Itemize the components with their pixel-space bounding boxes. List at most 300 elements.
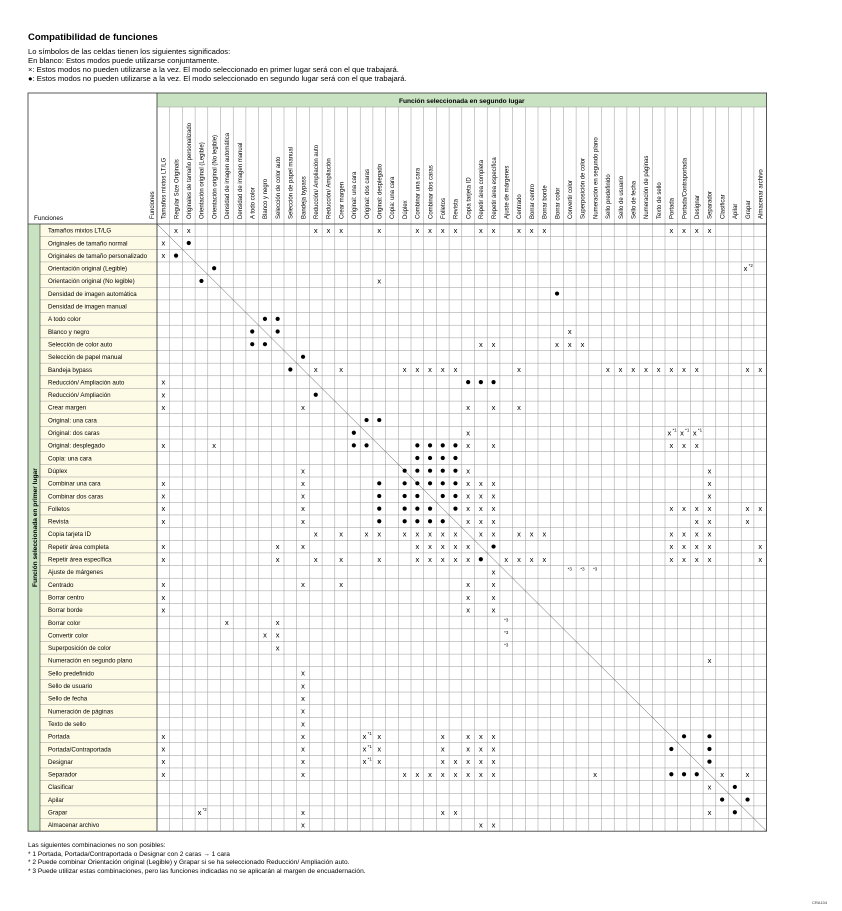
cell-x: x bbox=[491, 516, 496, 526]
cell-x: x bbox=[339, 580, 344, 590]
cell-note: *1 bbox=[367, 731, 372, 737]
cell-dot bbox=[377, 507, 381, 511]
cell-x: x bbox=[682, 504, 686, 514]
column-header: Borrar color bbox=[555, 187, 562, 219]
column-header: Orientación original (Legible) bbox=[199, 142, 206, 219]
cell-x: x bbox=[682, 440, 686, 450]
cell-x: x bbox=[440, 529, 445, 539]
row-label: Crear margen bbox=[48, 404, 87, 412]
cell-x: x bbox=[466, 466, 471, 476]
row-label: Densidad de imagen automática bbox=[48, 290, 137, 298]
cell-x: x bbox=[301, 719, 305, 729]
cell-x: x bbox=[161, 238, 166, 248]
column-header: Centrado bbox=[517, 194, 524, 219]
cell-x: x bbox=[275, 618, 280, 628]
cell-x: x bbox=[339, 365, 344, 375]
cell-dot bbox=[428, 456, 432, 460]
cell-note: *1 bbox=[367, 756, 372, 762]
row-label: Original: dos caras bbox=[48, 430, 100, 438]
cell-x: x bbox=[313, 529, 318, 539]
cell-x: x bbox=[758, 554, 763, 564]
cell-x: x bbox=[669, 504, 674, 514]
row-label: Almacenar archivo bbox=[48, 822, 100, 830]
cell-x: x bbox=[517, 365, 521, 375]
cell-dot bbox=[466, 380, 470, 384]
cell-x: x bbox=[224, 618, 229, 628]
cell-x: x bbox=[694, 516, 699, 526]
cell-x: x bbox=[161, 251, 166, 261]
cell-x: x bbox=[745, 504, 750, 514]
cell-x: x bbox=[478, 339, 483, 349]
cell-x: x bbox=[491, 491, 496, 501]
cell-x: x bbox=[667, 428, 672, 438]
cell-x: x bbox=[466, 542, 471, 552]
row-label: Orientación original (Legible) bbox=[48, 265, 128, 273]
cell-x: x bbox=[491, 403, 496, 413]
cell-x: x bbox=[377, 554, 382, 564]
cell-x: x bbox=[669, 365, 674, 375]
cell-x: x bbox=[529, 225, 534, 235]
cell-x: x bbox=[301, 731, 305, 741]
cell-x: x bbox=[745, 516, 750, 526]
row-label: Repetir área completa bbox=[48, 543, 109, 551]
cell-x: x bbox=[440, 365, 445, 375]
cell-x: x bbox=[313, 225, 318, 235]
cell-x: x bbox=[466, 491, 471, 501]
cell-x: x bbox=[478, 744, 483, 754]
cell-dot bbox=[377, 418, 381, 422]
cell-x: x bbox=[707, 478, 712, 488]
cell-x: x bbox=[694, 365, 699, 375]
cell-x: x bbox=[491, 440, 496, 450]
cell-x: x bbox=[301, 478, 305, 488]
cell-x: x bbox=[313, 554, 318, 564]
column-header: Orientación original (No legible) bbox=[212, 134, 219, 219]
cell-dot bbox=[377, 519, 381, 523]
cell-note: *1 bbox=[697, 427, 703, 433]
page-title: Compatibilidad de funciones bbox=[28, 32, 158, 43]
column-header: Grapar bbox=[745, 200, 752, 219]
cell-x: x bbox=[694, 542, 699, 552]
cell-dot bbox=[263, 317, 267, 321]
cell-x: x bbox=[453, 757, 458, 767]
row-label: Numeración de páginas bbox=[48, 708, 114, 716]
column-header: Originales de tamaño personalizado bbox=[186, 122, 193, 219]
row-label: Borrar centro bbox=[48, 594, 85, 602]
row-label: Selección de color auto bbox=[48, 341, 113, 349]
cell-x: x bbox=[415, 769, 420, 779]
cell-x: x bbox=[707, 491, 712, 501]
cell-x: x bbox=[656, 365, 661, 375]
cell-x: x bbox=[478, 504, 483, 514]
cell-x: x bbox=[161, 491, 166, 501]
cell-x: x bbox=[466, 769, 471, 779]
column-headers bbox=[162, 122, 765, 219]
row-label: Borrar color bbox=[48, 619, 81, 627]
column-header: Portada/Contraportada bbox=[682, 157, 689, 219]
column-header: Crear margen bbox=[339, 181, 346, 219]
cell-x: x bbox=[517, 554, 521, 564]
row-label: Copia: una cara bbox=[48, 455, 92, 463]
column-header: Copia tarjeta ID bbox=[466, 177, 473, 219]
cell-x: x bbox=[161, 390, 166, 400]
cell-x: x bbox=[428, 225, 432, 235]
cell-dot bbox=[314, 393, 318, 397]
cell-x: x bbox=[517, 225, 521, 235]
cell-x: x bbox=[707, 554, 712, 564]
column-header: Densidad de imagen manual bbox=[237, 142, 244, 219]
cell-x: x bbox=[707, 656, 712, 666]
cell-x: x bbox=[669, 225, 674, 235]
cell-x: x bbox=[491, 478, 496, 488]
cell-dot bbox=[453, 469, 457, 473]
cell-dot bbox=[415, 519, 419, 523]
cell-x: x bbox=[161, 605, 166, 615]
cell-x: x bbox=[517, 403, 521, 413]
column-header: Regular Size Originals bbox=[174, 159, 181, 219]
cell-dot bbox=[403, 469, 407, 473]
cell-x: x bbox=[263, 630, 267, 640]
cell-dot bbox=[263, 342, 267, 346]
column-header: Revista bbox=[453, 198, 460, 219]
cell-dot bbox=[415, 507, 419, 511]
cell-dot bbox=[453, 443, 457, 447]
column-header: Original: una cara bbox=[352, 171, 359, 219]
cell-x: x bbox=[339, 554, 344, 564]
row-label: Reducción/ Ampliación bbox=[48, 392, 111, 400]
cell-dot bbox=[669, 772, 673, 776]
cell-x: x bbox=[504, 554, 509, 564]
cell-note: *3 bbox=[504, 617, 509, 623]
column-header: Reducción/ Ampliación auto bbox=[313, 144, 320, 219]
cell-x: x bbox=[682, 542, 686, 552]
cell-x: x bbox=[694, 529, 699, 539]
cell-x: x bbox=[301, 769, 305, 779]
cell-x: x bbox=[707, 466, 712, 476]
column-header: Clasificar bbox=[720, 194, 727, 219]
cell-x: x bbox=[212, 440, 217, 450]
cell-dot bbox=[403, 494, 407, 498]
cell-x: x bbox=[161, 769, 166, 779]
cell-x: x bbox=[529, 529, 534, 539]
cell-x: x bbox=[377, 744, 382, 754]
row-label: Clasificar bbox=[48, 784, 74, 792]
cell-x: x bbox=[161, 731, 166, 741]
cell-x: x bbox=[529, 554, 534, 564]
cell-dot bbox=[187, 241, 191, 245]
cell-x: x bbox=[161, 504, 166, 514]
column-header: Numeración en segundo plano bbox=[593, 137, 600, 219]
row-label: Tamaños mixtos LT/LG bbox=[48, 227, 112, 235]
cell-x: x bbox=[428, 365, 432, 375]
cell-x: x bbox=[301, 466, 305, 476]
cell-dot bbox=[250, 329, 254, 333]
row-label: Ajuste de márgenes bbox=[48, 569, 104, 577]
cell-x: x bbox=[707, 782, 712, 792]
cell-x: x bbox=[669, 554, 674, 564]
cell-x: x bbox=[680, 428, 684, 438]
cell-dot bbox=[733, 810, 737, 814]
cell-dot bbox=[377, 481, 381, 485]
cell-x: x bbox=[466, 580, 471, 590]
row-label: Portada bbox=[48, 733, 70, 741]
column-header: Original: desplegado bbox=[377, 163, 384, 219]
row-label: Originales de tamaño normal bbox=[48, 240, 128, 248]
cell-dot bbox=[441, 469, 445, 473]
corner-col-label: Funciones bbox=[150, 191, 156, 219]
cell-note: *1 bbox=[685, 427, 690, 433]
cell-x: x bbox=[682, 365, 686, 375]
cell-dot bbox=[479, 557, 483, 561]
cell-x: x bbox=[339, 225, 344, 235]
cell-x: x bbox=[644, 365, 648, 375]
cell-x: x bbox=[478, 478, 483, 488]
cell-x: x bbox=[440, 225, 445, 235]
cell-x: x bbox=[161, 592, 166, 602]
column-header: Designar bbox=[694, 194, 701, 219]
column-header: Dúplex bbox=[402, 200, 409, 219]
cell-dot bbox=[453, 507, 457, 511]
row-label: A todo color bbox=[48, 316, 81, 324]
cell-x: x bbox=[669, 440, 674, 450]
row-label: Borrar borde bbox=[48, 607, 83, 615]
cell-x: x bbox=[707, 807, 712, 817]
column-header: A todo color bbox=[250, 187, 257, 219]
cell-x: x bbox=[161, 542, 166, 552]
cell-x: x bbox=[161, 478, 166, 488]
row-label: Separador bbox=[48, 771, 77, 779]
image-code: CRA104 bbox=[812, 900, 828, 905]
cell-dot bbox=[441, 494, 445, 498]
cell-x: x bbox=[415, 554, 420, 564]
row-label: Selección de papel manual bbox=[48, 354, 123, 362]
cell-x: x bbox=[301, 807, 305, 817]
cell-dot bbox=[364, 443, 368, 447]
column-header: Convertir color bbox=[567, 179, 574, 219]
cell-x: x bbox=[745, 769, 750, 779]
cell-dot bbox=[428, 507, 432, 511]
cell-x: x bbox=[415, 225, 420, 235]
row-label: Apilar bbox=[48, 796, 64, 804]
cell-dot bbox=[733, 785, 737, 789]
cell-x: x bbox=[161, 757, 166, 767]
column-header: Copia: una cara bbox=[390, 176, 397, 219]
cell-dot bbox=[441, 519, 445, 523]
cell-x: x bbox=[428, 554, 432, 564]
footnotes-heading: Las siguientes combinaciones no son posibles: bbox=[28, 842, 166, 849]
cell-x: x bbox=[720, 769, 725, 779]
column-header: Reducción/ Ampliación bbox=[326, 158, 333, 219]
footnote: * 3 Puede utilizar estas combinaciones, pero las funciones indicadas no se aplicarán al margen de encuadernación. bbox=[28, 868, 366, 876]
cell-x: x bbox=[161, 403, 166, 413]
cell-x: x bbox=[362, 731, 367, 741]
intro-line: ×: Estos modos no pueden utilizarse a la vez. El modo seleccionado en primer lugar será con el que trabajará. bbox=[28, 65, 399, 74]
cell-x: x bbox=[364, 529, 369, 539]
cell-dot bbox=[453, 456, 457, 460]
cell-x: x bbox=[491, 339, 496, 349]
cell-note: *1 bbox=[367, 743, 372, 749]
row-label: Sello de fecha bbox=[48, 695, 88, 703]
cell-x: x bbox=[440, 542, 445, 552]
column-header: Ajuste de márgenes bbox=[504, 165, 511, 219]
column-header: Selección de color auto bbox=[275, 156, 282, 219]
column-header: Bandeja bypass bbox=[301, 176, 308, 219]
cell-x: x bbox=[453, 225, 458, 235]
cell-dot bbox=[415, 456, 419, 460]
cell-x: x bbox=[618, 365, 623, 375]
cell-x: x bbox=[440, 554, 445, 564]
cell-x: x bbox=[402, 365, 407, 375]
column-header: Sello de fecha bbox=[631, 180, 638, 219]
row-label: Sello de usuario bbox=[48, 683, 93, 691]
cell-dot bbox=[276, 329, 280, 333]
row-label: Folletos bbox=[48, 505, 70, 513]
column-header: Original: dos caras bbox=[364, 168, 371, 219]
cell-x: x bbox=[542, 554, 547, 564]
cell-note: *3 bbox=[567, 566, 572, 572]
corner-row-label: Funciones bbox=[34, 215, 64, 222]
row-label: Designar bbox=[48, 758, 73, 766]
cell-x: x bbox=[466, 731, 471, 741]
cell-x: x bbox=[161, 440, 166, 450]
cell-x: x bbox=[745, 365, 750, 375]
cell-x: x bbox=[161, 744, 166, 754]
cell-dot bbox=[301, 355, 305, 359]
cell-x: x bbox=[301, 693, 305, 703]
header-first-title: Función seleccionada en primer lugar bbox=[32, 468, 39, 587]
cell-dot bbox=[403, 481, 407, 485]
cell-dot bbox=[364, 418, 368, 422]
footnote: * 1 Portada, Portada/Contraportada o Designar con 2 caras → 1 cara bbox=[28, 850, 230, 858]
cell-x: x bbox=[682, 529, 686, 539]
row-label: Repetir área específica bbox=[48, 556, 112, 564]
cell-dot bbox=[707, 760, 711, 764]
cell-note: *1 bbox=[672, 427, 677, 433]
cell-dot bbox=[441, 443, 445, 447]
column-header: Repetir área específica bbox=[491, 157, 498, 219]
cell-x: x bbox=[517, 529, 521, 539]
cell-x: x bbox=[491, 757, 496, 767]
cell-x: x bbox=[377, 757, 382, 767]
column-header: Numeración de páginas bbox=[644, 155, 651, 219]
row-label: Numeración en segundo plano bbox=[48, 657, 133, 665]
cell-dot bbox=[352, 443, 356, 447]
cell-x: x bbox=[758, 504, 763, 514]
cell-dot bbox=[288, 367, 292, 371]
row-label: Combinar dos caras bbox=[48, 493, 104, 501]
cell-x: x bbox=[478, 529, 483, 539]
cell-x: x bbox=[301, 516, 305, 526]
row-label: Original: una cara bbox=[48, 417, 97, 425]
cell-x: x bbox=[313, 365, 318, 375]
cell-x: x bbox=[682, 225, 686, 235]
cell-x: x bbox=[161, 554, 166, 564]
row-label: Reducción/ Ampliación auto bbox=[48, 379, 125, 387]
column-header: Folletos bbox=[440, 197, 447, 219]
intro-line: En blanco: Estos modos puede utilizarse conjuntamente. bbox=[28, 56, 220, 65]
cell-note: *3 bbox=[580, 566, 585, 572]
footnote: * 2 Puede combinar Orientación original (Legible) y Grapar si se ha seleccionado Reducción/ Ampliación auto. bbox=[28, 859, 350, 867]
cell-x: x bbox=[301, 542, 305, 552]
cell-x: x bbox=[694, 554, 699, 564]
header-second-title: Función seleccionada en segundo lugar bbox=[398, 98, 525, 105]
cell-dot bbox=[491, 544, 495, 548]
cell-x: x bbox=[669, 542, 674, 552]
column-header: Combinar una cara bbox=[415, 167, 422, 219]
cell-x: x bbox=[415, 529, 420, 539]
cell-dot bbox=[174, 254, 178, 258]
cell-x: x bbox=[377, 225, 382, 235]
row-label: Bandeja bypass bbox=[48, 366, 93, 374]
cell-x: x bbox=[440, 757, 445, 767]
cell-x: x bbox=[466, 592, 471, 602]
cell-x: x bbox=[415, 542, 420, 552]
cell-x: x bbox=[440, 769, 445, 779]
row-label: Orientación original (No legible) bbox=[48, 278, 135, 286]
cell-x: x bbox=[466, 504, 471, 514]
cell-x: x bbox=[402, 529, 407, 539]
cell-x: x bbox=[580, 339, 585, 349]
cell-x: x bbox=[491, 744, 496, 754]
cell-x: x bbox=[275, 542, 280, 552]
row-label: Grapar bbox=[48, 809, 68, 817]
cell-x: x bbox=[694, 504, 699, 514]
cell-x: x bbox=[491, 592, 496, 602]
column-header: Sello predefinido bbox=[606, 174, 613, 219]
cell-note: *3 bbox=[504, 629, 509, 635]
cell-x: x bbox=[377, 731, 382, 741]
row-label: Blanco y negro bbox=[48, 328, 90, 336]
cell-x: x bbox=[478, 225, 483, 235]
cell-x: x bbox=[682, 554, 686, 564]
cell-dot bbox=[352, 431, 356, 435]
row-label: Sello predefinido bbox=[48, 670, 95, 678]
cell-dot bbox=[720, 797, 724, 801]
cell-x: x bbox=[491, 731, 496, 741]
cell-x: x bbox=[669, 529, 674, 539]
cell-x: x bbox=[453, 542, 458, 552]
column-header: Borrar centro bbox=[529, 183, 536, 219]
cell-x: x bbox=[542, 529, 547, 539]
cell-x: x bbox=[301, 668, 305, 678]
cell-x: x bbox=[694, 440, 699, 450]
cell-x: x bbox=[301, 580, 305, 590]
cell-dot bbox=[453, 494, 457, 498]
column-header: Combinar dos caras bbox=[428, 165, 435, 219]
row-label: Portada/Contraportada bbox=[48, 746, 111, 754]
column-header: Borrar borde bbox=[542, 185, 549, 219]
cell-x: x bbox=[631, 365, 636, 375]
cell-x: x bbox=[692, 428, 697, 438]
cell-x: x bbox=[605, 365, 610, 375]
row-label: Texto de sello bbox=[48, 720, 86, 728]
cell-x: x bbox=[491, 820, 496, 830]
cell-x: x bbox=[478, 491, 483, 501]
cell-x: x bbox=[707, 225, 712, 235]
cell-dot bbox=[428, 481, 432, 485]
row-label: Dúplex bbox=[48, 467, 68, 475]
cell-dot bbox=[491, 380, 495, 384]
cell-x: x bbox=[453, 365, 458, 375]
cell-dot bbox=[403, 519, 407, 523]
cell-x: x bbox=[428, 529, 432, 539]
cell-x: x bbox=[694, 225, 699, 235]
cell-x: x bbox=[466, 440, 471, 450]
intro-line: Lo símbolos de las celdas tienen los siguientes significados: bbox=[28, 47, 231, 56]
cell-note: *3 bbox=[504, 642, 509, 648]
cell-dot bbox=[555, 291, 559, 295]
cell-dot bbox=[377, 494, 381, 498]
